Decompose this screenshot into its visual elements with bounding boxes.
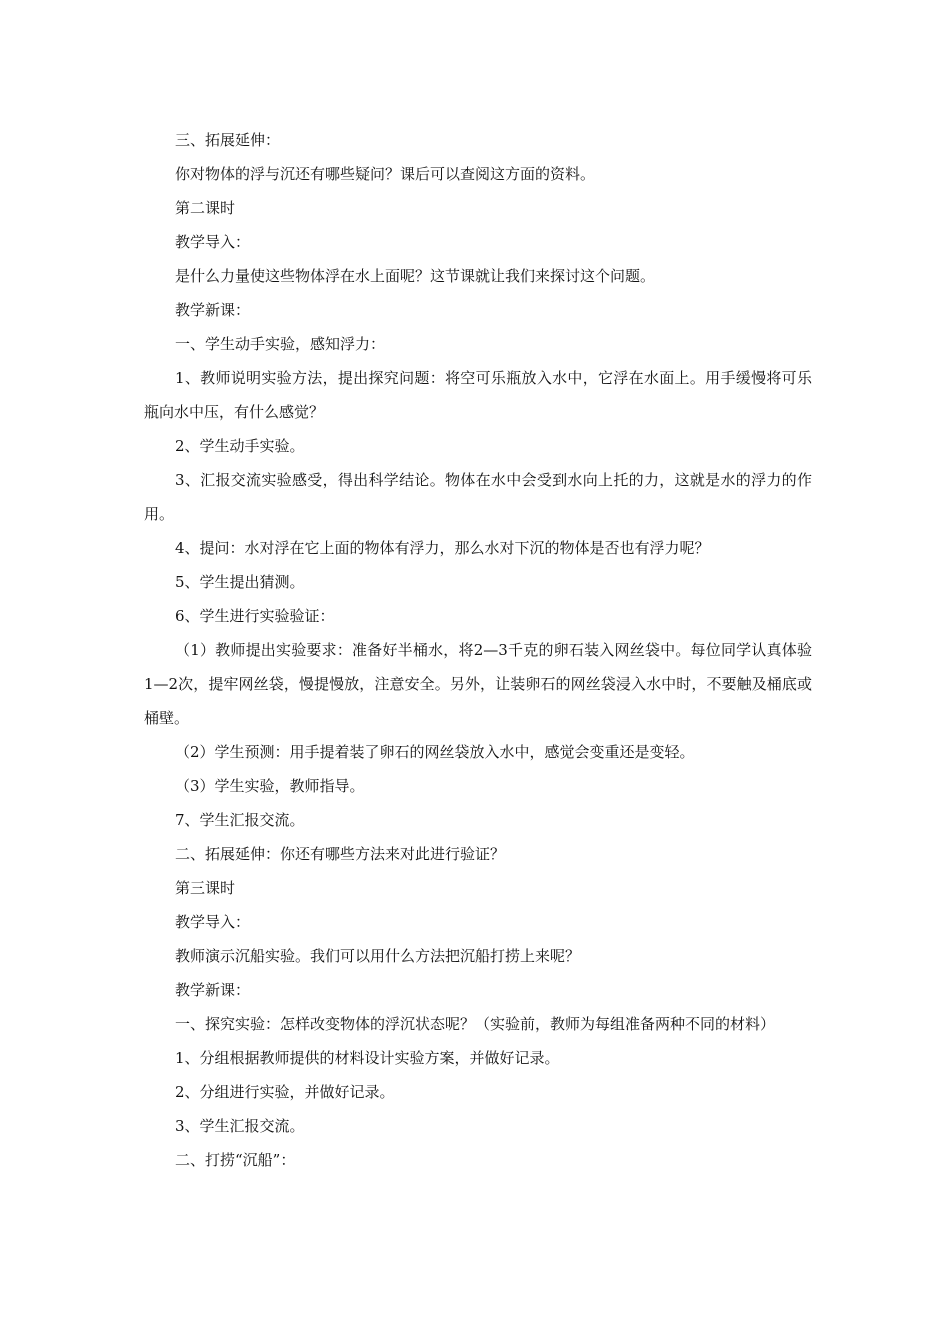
paragraph: 一、探究实验：怎样改变物体的浮沉状态呢？（实验前，教师为每组准备两种不同的材料） [175, 1015, 776, 1033]
lesson-heading-third: 第三课时 [175, 879, 236, 897]
section-heading-new-lesson: 教学新课： [175, 301, 251, 319]
paragraph: 二、打捞“沉船”： [175, 1151, 296, 1169]
paragraph: 二、拓展延伸：你还有哪些方法来对此进行验证？ [175, 845, 506, 863]
paragraph: （2）学生预测：用手提着装了卵石的网丝袋放入水中，感觉会变重还是变轻。 [175, 743, 695, 761]
section-heading-intro: 教学导入： [175, 913, 251, 931]
section-heading-extension: 三、拓展延伸： [175, 131, 281, 149]
section-heading-new-lesson: 教学新课： [175, 981, 251, 999]
paragraph: 一、学生动手实验，感知浮力： [175, 335, 386, 353]
paragraph: 5、学生提出猜测。 [175, 573, 305, 591]
paragraph: 3、汇报交流实验感受，得出科学结论。物体在水中会受到水向上托的力，这就是水的浮力的作用。 [144, 471, 812, 523]
lesson-heading-second: 第二课时 [175, 199, 236, 217]
paragraph: 2、学生动手实验。 [175, 437, 305, 455]
paragraph: 1、分组根据教师提供的材料设计实验方案，并做好记录。 [175, 1049, 560, 1067]
paragraph: 7、学生汇报交流。 [175, 811, 305, 829]
paragraph: 6、学生进行实验验证： [175, 607, 335, 625]
paragraph: （3）学生实验，教师指导。 [175, 777, 365, 795]
paragraph: 3、学生汇报交流。 [175, 1117, 305, 1135]
paragraph: 是什么力量使这些物体浮在水上面呢？这节课就让我们来探讨这个问题。 [175, 267, 656, 285]
paragraph: 4、提问：水对浮在它上面的物体有浮力，那么水对下沉的物体是否也有浮力呢？ [175, 539, 710, 557]
paragraph: 1、教师说明实验方法，提出探究问题：将空可乐瓶放入水中，它浮在水面上。用手缓慢将可乐瓶向水中压，有什么感觉？ [144, 369, 812, 421]
paragraph: 2、分组进行实验，并做好记录。 [175, 1083, 395, 1101]
paragraph: （1）教师提出实验要求：准备好半桶水，将2—3千克的卵石装入网丝袋中。每位同学认真体验1—2次，提牢网丝袋，慢提慢放，注意安全。另外，让装卵石的网丝袋浸入水中时，不要触及桶底或桶壁。 [144, 641, 812, 727]
document-body [144, 123, 812, 1177]
paragraph: 教师演示沉船实验。我们可以用什么方法把沉船打捞上来呢？ [175, 947, 581, 965]
paragraph: 你对物体的浮与沉还有哪些疑问？课后可以查阅这方面的资料。 [175, 165, 596, 183]
section-heading-intro: 教学导入： [175, 233, 251, 251]
